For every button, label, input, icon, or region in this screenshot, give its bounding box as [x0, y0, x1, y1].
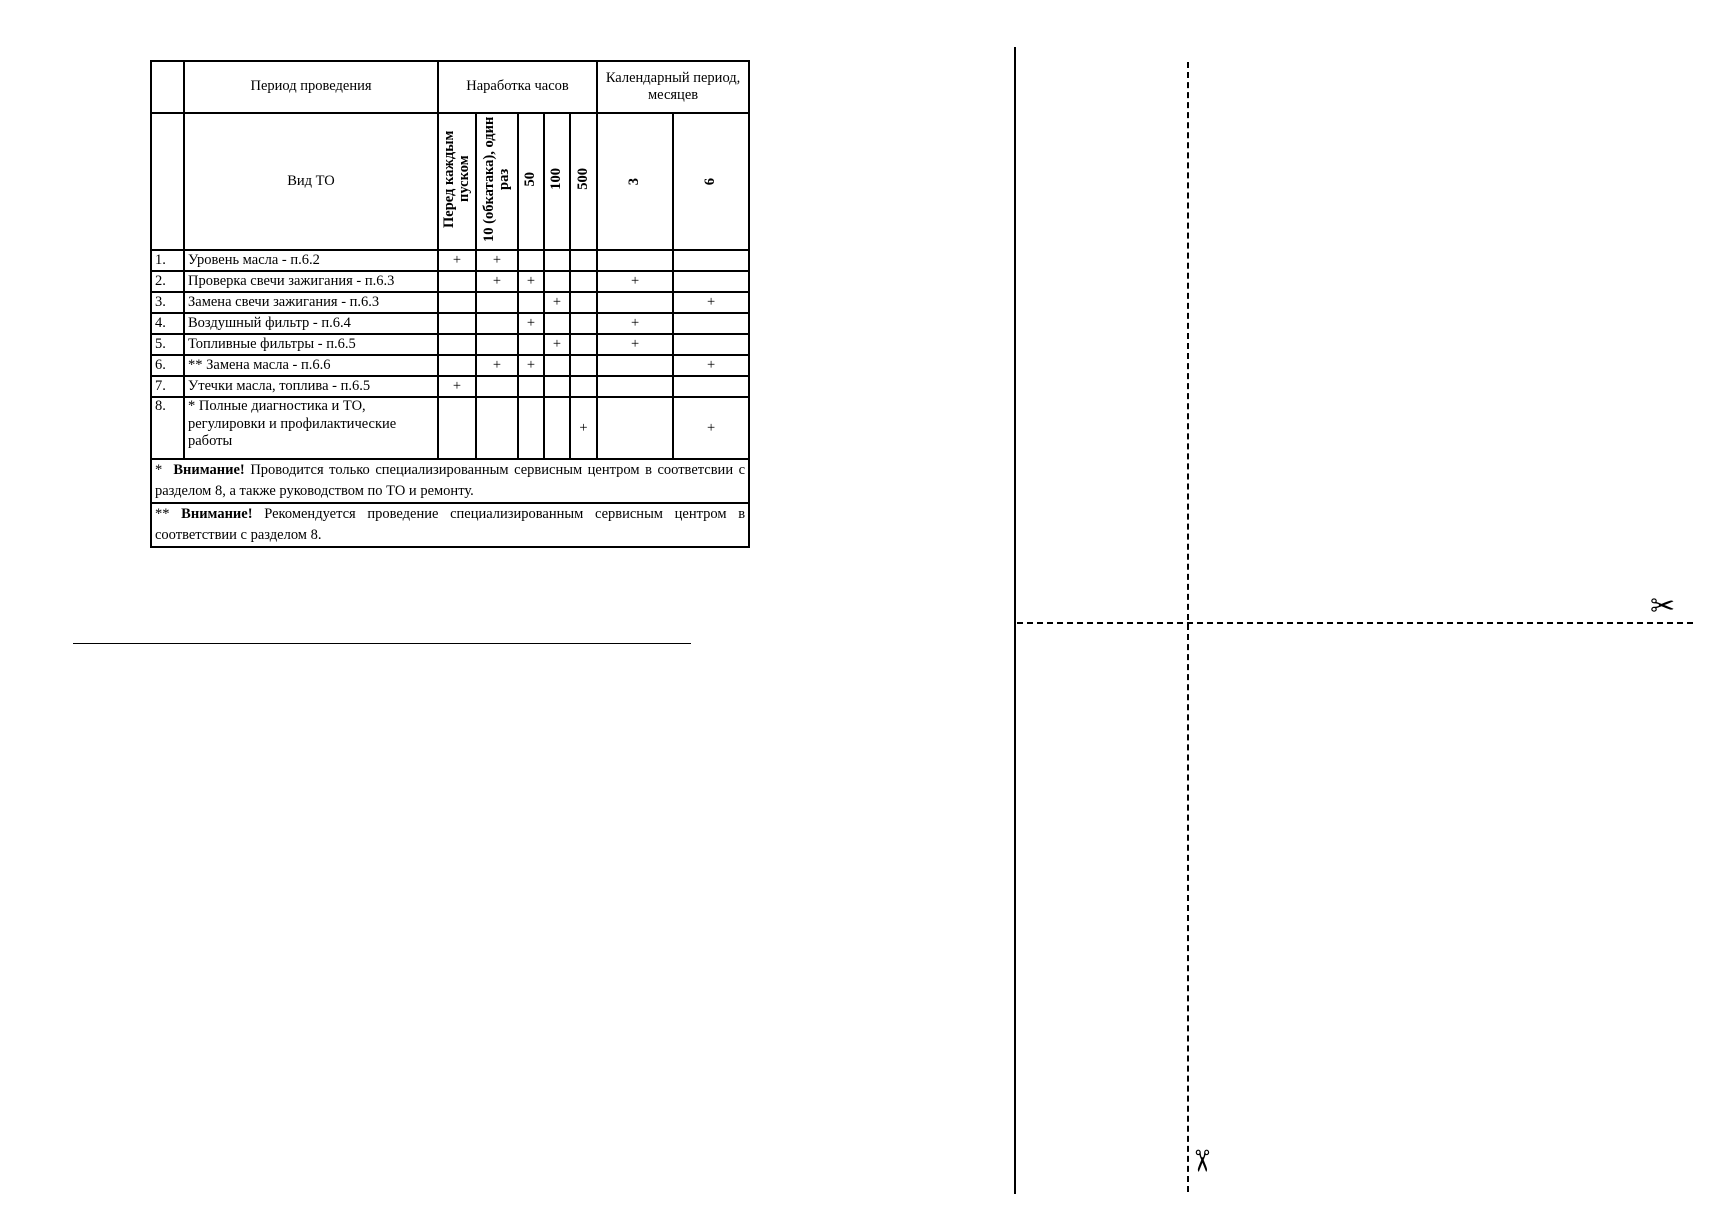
- row-number: 7.: [151, 376, 184, 397]
- row-number: 2.: [151, 271, 184, 292]
- note-1: * Внимание! Проводится только специализированным сервисным центром в соответсвии с разделом 8, а также руководством по ТО и ремонту.: [151, 459, 749, 503]
- row-name: Уровень масла - п.6.2: [184, 250, 438, 271]
- row-name: Воздушный фильтр - п.6.4: [184, 313, 438, 334]
- vertical-cut-line: [1187, 62, 1189, 1192]
- note-2: ** Внимание! Рекомендуется проведение специализированным сервисным центром в соответствии с разделом 8.: [151, 503, 749, 547]
- page-fold-line: [1014, 47, 1016, 1194]
- row-mark: [476, 334, 518, 355]
- row-mark: [476, 292, 518, 313]
- row-mark: [518, 376, 544, 397]
- table-row: [151, 271, 749, 292]
- row-mark: +: [673, 397, 749, 459]
- row-mark: +: [476, 250, 518, 271]
- table-row: [151, 292, 749, 313]
- header-month-col-1: 6: [673, 113, 749, 250]
- header-calendar: Календарный период, месяцев: [597, 61, 749, 113]
- header-month-col-0: 3: [597, 113, 673, 250]
- row-mark: +: [518, 271, 544, 292]
- signature-line: [73, 643, 691, 644]
- row-mark: [597, 376, 673, 397]
- note-row-2: [151, 503, 749, 547]
- row-number: 8.: [151, 397, 184, 459]
- row-mark: [438, 334, 476, 355]
- row-mark: [476, 376, 518, 397]
- row-mark: [673, 334, 749, 355]
- row-name: ** Замена масла - п.6.6: [184, 355, 438, 376]
- row-mark: +: [570, 397, 597, 459]
- row-number: 6.: [151, 355, 184, 376]
- header-row-1: [151, 61, 749, 113]
- table-row: [151, 355, 749, 376]
- table-row: [151, 376, 749, 397]
- header-type: Вид ТО: [184, 113, 438, 250]
- row-mark: [597, 250, 673, 271]
- scissors-icon: ✂: [1650, 589, 1676, 624]
- table-row: [151, 250, 749, 271]
- row-mark: [597, 292, 673, 313]
- row-number: 4.: [151, 313, 184, 334]
- row-mark: [673, 250, 749, 271]
- row-mark: +: [673, 355, 749, 376]
- row-mark: [518, 334, 544, 355]
- row-mark: [597, 355, 673, 376]
- header-blank-cell: [151, 61, 184, 113]
- row-mark: [476, 313, 518, 334]
- row-mark: [518, 292, 544, 313]
- header-hour-col-3: 100: [544, 113, 570, 250]
- row-mark: [544, 376, 570, 397]
- row-mark: [544, 271, 570, 292]
- scissors-icon: ✂: [1183, 1148, 1219, 1174]
- row-mark: +: [597, 313, 673, 334]
- row-mark: +: [673, 292, 749, 313]
- row-mark: [544, 313, 570, 334]
- row-mark: +: [518, 355, 544, 376]
- row-name: Топливные фильтры - п.6.5: [184, 334, 438, 355]
- row-mark: [438, 271, 476, 292]
- row-mark: +: [597, 271, 673, 292]
- header-hour-col-2: 50: [518, 113, 544, 250]
- table-row: [151, 313, 749, 334]
- row-number: 3.: [151, 292, 184, 313]
- row-mark: [673, 313, 749, 334]
- row-mark: +: [476, 355, 518, 376]
- row-mark: [673, 271, 749, 292]
- row-mark: [570, 271, 597, 292]
- row-mark: [570, 250, 597, 271]
- row-mark: [673, 376, 749, 397]
- row-mark: +: [544, 334, 570, 355]
- table-row: [151, 334, 749, 355]
- row-mark: [570, 334, 597, 355]
- row-mark: +: [518, 313, 544, 334]
- row-mark: [570, 313, 597, 334]
- row-mark: +: [476, 271, 518, 292]
- table-row: [151, 397, 749, 459]
- header-period: Период проведения: [184, 61, 438, 113]
- row-mark: [570, 376, 597, 397]
- row-name: * Полные диагностика и ТО, регулировки и профилактические работы: [184, 397, 438, 459]
- row-mark: [544, 250, 570, 271]
- row-number: 5.: [151, 334, 184, 355]
- header-blank-cell-2: [151, 113, 184, 250]
- row-mark: [570, 292, 597, 313]
- header-hour-col-1: 10 (обкатака), один раз: [476, 113, 518, 250]
- row-name: Проверка свечи зажигания - п.6.3: [184, 271, 438, 292]
- row-mark: [570, 355, 597, 376]
- row-name: Замена свечи зажигания - п.6.3: [184, 292, 438, 313]
- row-name: Утечки масла, топлива - п.6.5: [184, 376, 438, 397]
- row-mark: [438, 397, 476, 459]
- row-mark: [438, 292, 476, 313]
- header-hour-col-4: 500: [570, 113, 597, 250]
- row-mark: +: [544, 292, 570, 313]
- row-mark: +: [438, 376, 476, 397]
- row-mark: [597, 397, 673, 459]
- row-mark: [544, 397, 570, 459]
- maintenance-table: [150, 60, 750, 548]
- note-row-1: [151, 459, 749, 503]
- row-mark: [518, 250, 544, 271]
- row-mark: +: [597, 334, 673, 355]
- row-mark: [518, 397, 544, 459]
- row-mark: [438, 355, 476, 376]
- header-hour-col-0: Перед каждым пуском: [438, 113, 476, 250]
- row-mark: [476, 397, 518, 459]
- horizontal-cut-line: [1017, 622, 1693, 624]
- row-number: 1.: [151, 250, 184, 271]
- row-mark: [544, 355, 570, 376]
- row-mark: [438, 313, 476, 334]
- row-mark: +: [438, 250, 476, 271]
- header-row-2: [151, 113, 749, 250]
- header-hours: Наработка часов: [438, 61, 597, 113]
